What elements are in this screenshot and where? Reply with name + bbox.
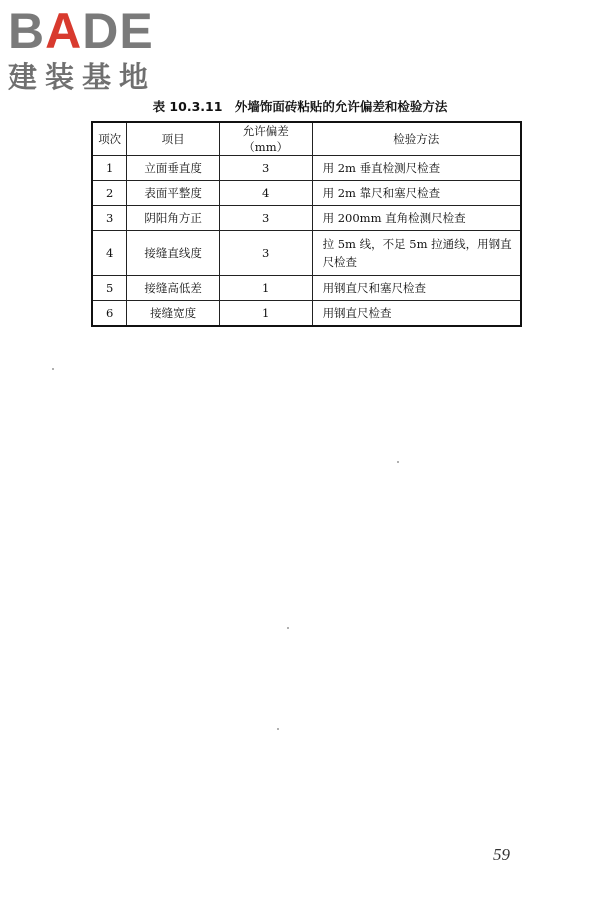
cell-method: 用 2m 靠尺和塞尺检查 xyxy=(312,181,521,206)
cell-no: 5 xyxy=(92,276,127,301)
table-row xyxy=(92,206,521,231)
table-row xyxy=(92,301,521,327)
logo-letters-de: DE xyxy=(82,3,154,59)
page-number: 59 xyxy=(493,845,510,864)
header-method: 检验方法 xyxy=(312,122,521,156)
cell-method: 用钢直尺检查 xyxy=(312,301,521,327)
cell-tolerance: 3 xyxy=(219,206,312,231)
tolerance-table xyxy=(91,121,522,327)
cell-tolerance: 1 xyxy=(219,301,312,327)
cell-tolerance: 3 xyxy=(219,156,312,181)
cell-tolerance: 1 xyxy=(219,276,312,301)
bade-logo xyxy=(8,4,183,94)
header-tolerance: 允许偏差（mm） xyxy=(219,122,312,156)
table-header-row xyxy=(92,122,521,156)
cell-no: 3 xyxy=(92,206,127,231)
cell-method: 用钢直尺和塞尺检查 xyxy=(312,276,521,301)
table-row xyxy=(92,156,521,181)
logo-subtitle: 建装基地 xyxy=(8,60,157,94)
cell-no: 4 xyxy=(92,231,127,276)
logo-letter-a: A xyxy=(45,3,83,59)
cell-no: 2 xyxy=(92,181,127,206)
cell-item: 接缝高低差 xyxy=(127,276,219,301)
table-row xyxy=(92,231,521,276)
cell-item: 表面平整度 xyxy=(127,181,219,206)
cell-method: 拉 5m 线，不足 5m 拉通线，用钢直尺检查 xyxy=(312,231,521,276)
cell-method: 用 200mm 直角检测尺检查 xyxy=(312,206,521,231)
cell-item: 阴阳角方正 xyxy=(127,206,219,231)
header-no: 项次 xyxy=(92,122,127,156)
table-row xyxy=(92,276,521,301)
cell-item: 接缝直线度 xyxy=(127,231,219,276)
cell-item: 立面垂直度 xyxy=(127,156,219,181)
cell-method: 用 2m 垂直检测尺检查 xyxy=(312,156,521,181)
table-title: 表 10.3.11 外墙饰面砖粘贴的允许偏差和检验方法 xyxy=(152,99,448,114)
logo-wordmark xyxy=(8,4,183,58)
table-row xyxy=(92,181,521,206)
scan-speck xyxy=(52,368,54,370)
cell-tolerance: 4 xyxy=(219,181,312,206)
cell-no: 1 xyxy=(92,156,127,181)
scan-speck xyxy=(397,461,399,463)
cell-item: 接缝宽度 xyxy=(127,301,219,327)
header-item: 项目 xyxy=(127,122,219,156)
cell-no: 6 xyxy=(92,301,127,327)
scan-speck xyxy=(277,728,279,730)
logo-letter-b: B xyxy=(8,3,46,59)
cell-tolerance: 3 xyxy=(219,231,312,276)
scan-speck xyxy=(287,627,289,629)
